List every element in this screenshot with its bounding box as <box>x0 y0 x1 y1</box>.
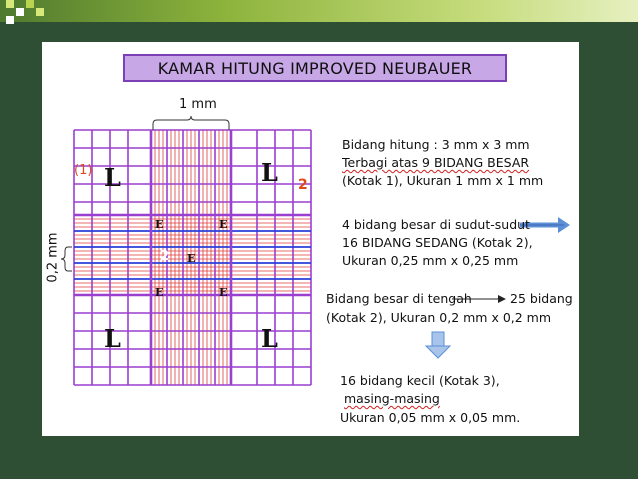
note-line: Bidang besar di tengah <box>326 291 472 306</box>
center-square-letter: E <box>187 252 196 265</box>
square-number-center: 2 <box>160 249 170 264</box>
width-label: 1 mm <box>179 97 217 112</box>
center-square-letter: E <box>219 286 228 299</box>
decor-square <box>16 8 24 16</box>
decor-square <box>6 0 14 8</box>
large-square-letter: L <box>261 324 278 353</box>
note-line: 16 bidang kecil (Kotak 3), <box>340 373 500 388</box>
square-number-right: 2 <box>298 177 308 193</box>
height-brace <box>61 247 72 271</box>
width-brace <box>153 116 229 130</box>
large-square-letter: L <box>261 158 278 187</box>
decor-square <box>36 8 44 16</box>
note-line: Bidang hitung : 3 mm x 3 mm <box>342 137 530 152</box>
note-line: masing-masing <box>344 391 440 406</box>
center-square-letter: E <box>155 286 164 299</box>
decor-square <box>26 0 34 8</box>
large-square-letter: L <box>104 163 121 192</box>
note-line: 4 bidang besar di sudut-sudut <box>342 217 530 232</box>
slide-card <box>42 42 579 436</box>
large-square-letter: L <box>104 324 121 353</box>
note-line: 25 bidang <box>510 291 573 306</box>
note-line: (Kotak 2), Ukuran 0,2 mm x 0,2 mm <box>326 310 552 325</box>
note-line: Terbagi atas 9 BIDANG BESAR <box>342 155 530 170</box>
header-band <box>0 0 638 22</box>
note-line: (Kotak 1), Ukuran 1 mm x 1 mm <box>342 173 544 188</box>
arrow-down-icon <box>426 332 450 358</box>
note-line: Ukuran 0,05 mm x 0,05 mm. <box>340 410 521 425</box>
center-square-letter: E <box>155 218 164 231</box>
note-line: Ukuran 0,25 mm x 0,25 mm <box>342 253 519 268</box>
note-line: 16 BIDANG SEDANG (Kotak 2), <box>342 235 533 250</box>
slide-title: KAMAR HITUNG IMPROVED NEUBAUER <box>123 54 507 82</box>
decor-square <box>6 16 14 24</box>
center-square-letter: E <box>219 218 228 231</box>
height-label: 0,2 mm <box>45 232 61 283</box>
corner-number-label: (1) <box>74 163 93 178</box>
